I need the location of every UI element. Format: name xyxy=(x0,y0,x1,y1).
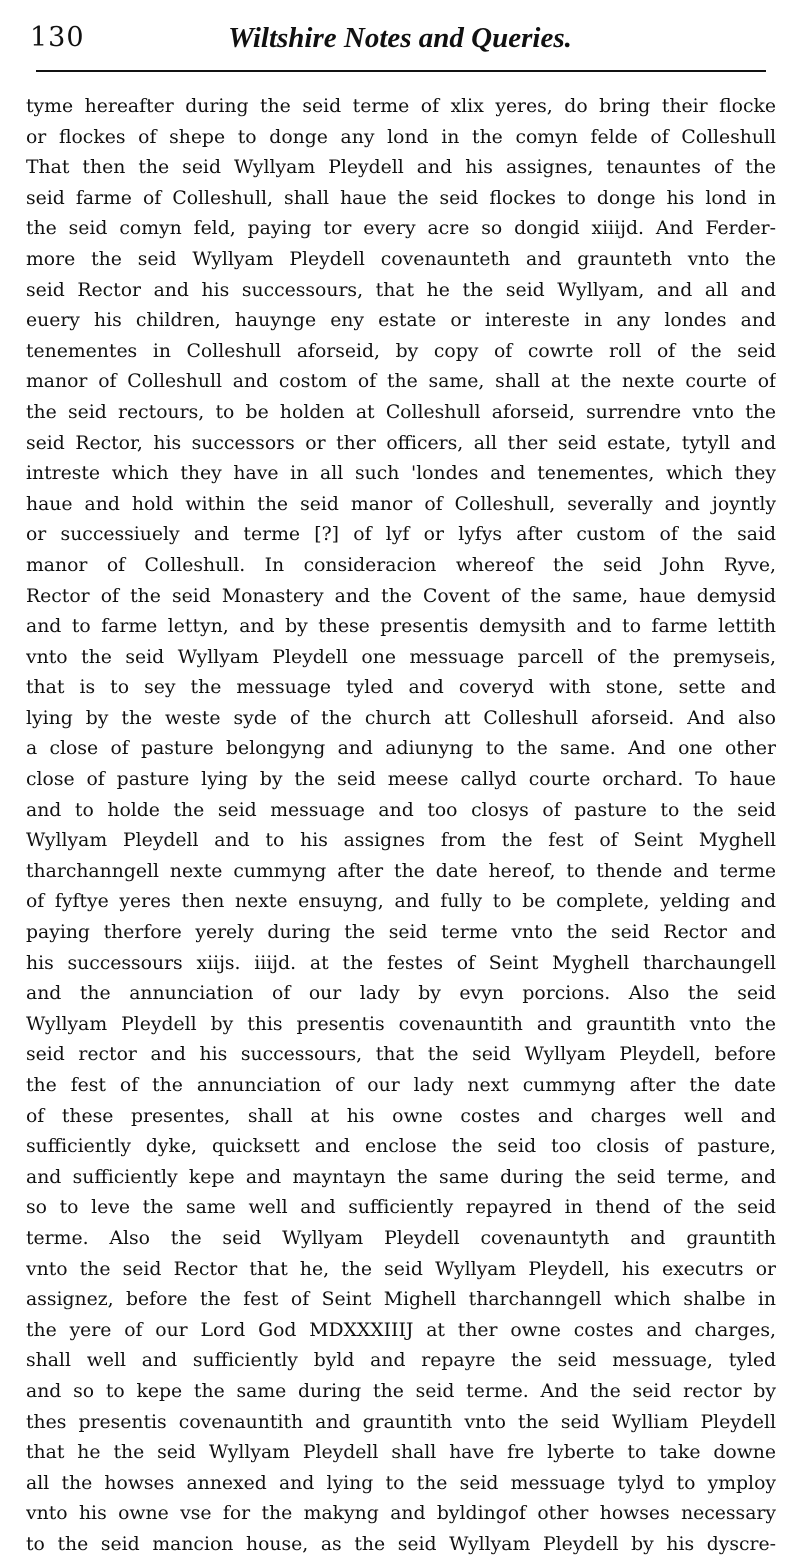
text-line: That then the seid Wyllyam Pleydell and his assignes, tenauntes of the xyxy=(26,157,776,179)
text-line: the yere of our Lord God MDXXXIIIJ at ther owne costes and charges, xyxy=(26,1319,776,1341)
text-line: tenementes in Colleshull aforseid, by copy of cowrte roll of the seid xyxy=(26,340,776,362)
text-line: and to farme lettyn, and by these presentis demysith and to farme lettith xyxy=(26,616,776,638)
text-line: close of pasture lying by the seid meese callyd courte orchard. To haue xyxy=(26,769,776,791)
text-line: intreste which they have in all such 'londes and tenementes, which they xyxy=(26,463,776,485)
text-line: that he the seid Wyllyam Pleydell shall have fre lyberte to take downe xyxy=(26,1442,776,1464)
text-line: sufficiently dyke, quicksett and enclose the seid too closis of pasture, xyxy=(26,1136,776,1158)
text-line: seid rector and his successours, that the seid Wyllyam Pleydell, before xyxy=(26,1044,776,1066)
page-header xyxy=(28,18,772,58)
text-line: paying therfore yerely during the seid terme vnto the seid Rector and xyxy=(26,922,776,944)
text-line: the seid rectours, to be holden at Colleshull aforseid, surrendre vnto the xyxy=(26,401,776,423)
text-line: Wyllyam Pleydell and to his assignes from the fest of Seint Myghell xyxy=(26,830,776,852)
text-line: assignez, before the fest of Seint Mighell tharchanngell which shalbe in xyxy=(26,1289,776,1311)
text-line: to the seid mancion house, as the seid Wyllyam Pleydell by his dyscre- xyxy=(26,1533,776,1555)
running-title: Wiltshire Notes and Queries. xyxy=(228,22,572,54)
text-line: thes presentis covenauntith and grauntith vnto the seid Wylliam Pleydell xyxy=(26,1411,776,1433)
text-line: more the seid Wyllyam Pleydell covenaunteth and graunteth vnto the xyxy=(26,248,776,270)
text-line: seid Rector and his successours, that he the seid Wyllyam, and all and xyxy=(26,279,776,301)
text-line: seid farme of Colleshull, shall haue the seid flockes to donge his lond in xyxy=(26,187,776,209)
text-line: or flockes of shepe to donge any lond in the comyn felde of Colleshull xyxy=(26,126,776,148)
text-line: lying by the weste syde of the church att Colleshull aforseid. And also xyxy=(26,707,776,729)
text-line: manor of Colleshull. In consideracion whereof the seid John Ryve, xyxy=(26,554,776,576)
text-line: of these presentes, shall at his owne costes and charges well and xyxy=(26,1105,776,1127)
text-line: manor of Colleshull and costom of the same, shall at the nexte courte of xyxy=(26,371,776,393)
text-line: a close of pasture belongyng and adiunyng to the same. And one other xyxy=(26,738,776,760)
text-line: and the annunciation of our lady by evyn porcions. Also the seid xyxy=(26,983,776,1005)
text-line: his successours xiijs. iiijd. at the festes of Seint Myghell tharchaungell xyxy=(26,952,776,974)
text-line: terme. Also the seid Wyllyam Pleydell covenauntyth and grauntith xyxy=(26,1227,776,1249)
text-line: of fyftye yeres then nexte ensuyng, and fully to be complete, yelding and xyxy=(26,891,776,913)
text-line: shall well and sufficiently byld and repayre the seid messuage, tyled xyxy=(26,1350,776,1372)
text-line: vnto the seid Wyllyam Pleydell one messuage parcell of the premyseis, xyxy=(26,646,776,668)
text-line: tyme hereafter during the seid terme of xlix yeres, do bring their flocke xyxy=(26,96,776,117)
text-line: the seid comyn feld, paying tor every acre so dongid xiiijd. And Ferder- xyxy=(26,218,776,240)
text-line: vnto the seid Rector that he, the seid Wyllyam Pleydell, his executrs or xyxy=(26,1258,776,1280)
text-line: and sufficiently kepe and mayntayn the same during the seid terme, and xyxy=(26,1166,776,1188)
text-line: that is to sey the messuage tyled and coveryd with stone, sette and xyxy=(26,677,776,699)
text-line: so to leve the same well and sufficiently repayred in thend of the seid xyxy=(26,1197,776,1219)
text-line: Rector of the seid Monastery and the Covent of the same, haue demysid xyxy=(26,585,776,607)
text-line: and so to kepe the same during the seid terme. And the seid rector by xyxy=(26,1380,776,1402)
text-line: all the howses annexed and lying to the seid messuage tylyd to ymploy xyxy=(26,1472,776,1494)
page-number: 130 xyxy=(30,22,85,53)
text-line: the fest of the annunciation of our lady next cummyng after the date xyxy=(26,1075,776,1096)
text-line: Wyllyam Pleydell by this presentis covenauntith and grauntith vnto the xyxy=(26,1013,776,1035)
text-line: vnto his owne vse for the makyng and byldingof other howses necessary xyxy=(26,1503,776,1525)
text-line: and to holde the seid messuage and too closys of pasture to the seid xyxy=(26,799,776,821)
header-rule xyxy=(36,70,766,72)
body-text xyxy=(26,92,776,1561)
text-line: or successiuely and terme [?] of lyf or lyfys after custom of the said xyxy=(26,524,776,546)
text-line: euery his children, hauynge eny estate or intereste in any londes and xyxy=(26,310,776,332)
text-line: tharchanngell nexte cummyng after the date hereof, to thende and terme xyxy=(26,860,776,882)
text-line: seid Rector, his successors or ther officers, all ther seid estate, tytyll and xyxy=(26,432,776,454)
text-line: haue and hold within the seid manor of Colleshull, severally and joyntly xyxy=(26,493,776,515)
